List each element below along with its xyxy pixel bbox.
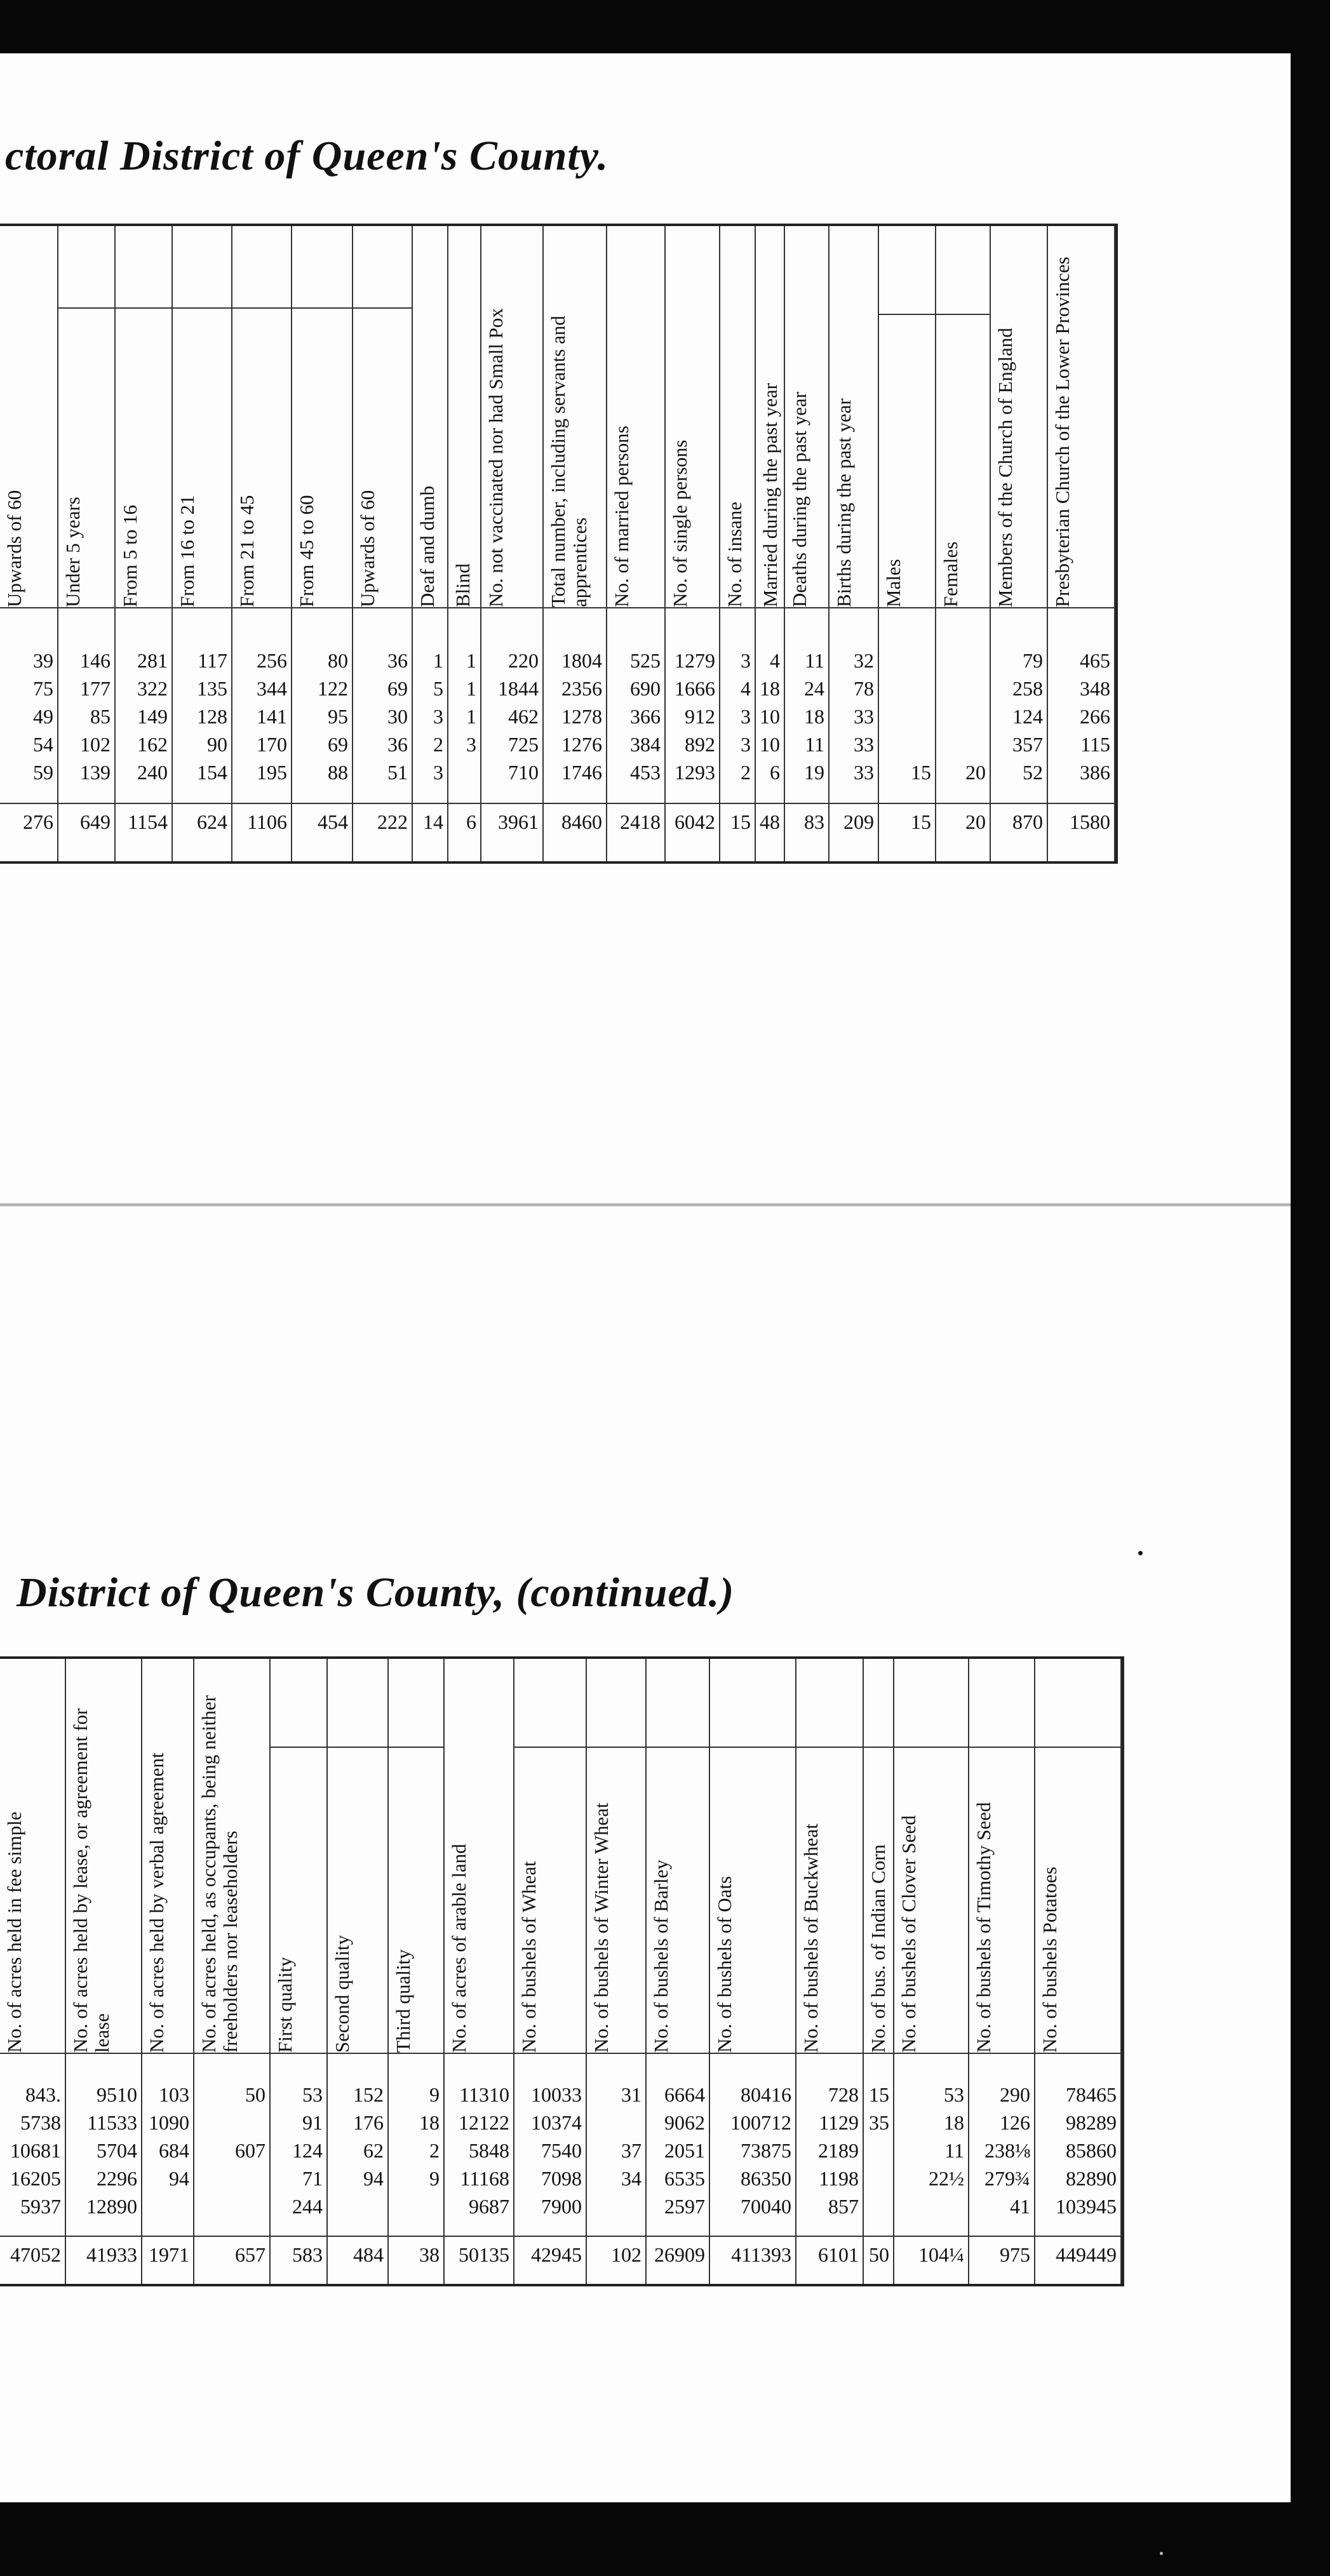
table-cell: 149 [137, 705, 168, 728]
column-header: No. of insane [723, 501, 746, 607]
table-cell: 36 [387, 733, 408, 756]
total-cell: 15 [911, 810, 931, 833]
totals-rule [0, 2236, 1122, 2237]
table-cell: 244 [292, 2195, 323, 2218]
total-cell: 649 [80, 810, 111, 833]
table-cell: 15 [911, 761, 931, 784]
table-cell: 453 [630, 761, 661, 784]
column-header: No. of acres held by verbal agreement [145, 1752, 168, 2053]
table-cell: 2296 [97, 2167, 137, 2190]
header-rule [0, 607, 1115, 608]
table-cell: 154 [197, 761, 227, 784]
column-header: No. of bus. of Indian Corn [867, 1844, 889, 2053]
table-cell: 103945 [1056, 2195, 1117, 2218]
table-cell: 94 [169, 2167, 189, 2190]
table-cell: 2 [433, 733, 443, 756]
column-header: Members of the Church of England [994, 328, 1016, 607]
table-cell: 124 [1012, 705, 1043, 728]
total-cell: 2418 [620, 810, 661, 833]
table-cell: 95 [328, 705, 348, 728]
table-cell: 525 [630, 649, 661, 672]
table-cell: 53 [944, 2083, 964, 2106]
table-cell: 2189 [818, 2139, 859, 2162]
census-table [0, 224, 1118, 864]
table-cell: 33 [854, 705, 874, 728]
table1-title: ctoral District of Queen's County. [5, 133, 609, 179]
table-cell: 86350 [741, 2167, 791, 2190]
table-cell: 10681 [10, 2139, 61, 2162]
group-rule [58, 307, 413, 309]
table-cell: 857 [828, 2195, 859, 2218]
table-cell: 290 [1000, 2083, 1030, 2106]
table-cell: 1279 [675, 649, 715, 672]
table-cell: 843. [25, 2083, 61, 2106]
table-cell: 1293 [675, 761, 715, 784]
table-cell: 90 [207, 733, 227, 756]
column-header: From 16 to 21 [176, 495, 198, 607]
table-cell: 91 [302, 2111, 323, 2134]
column-header: No. of acres held in fee simple [3, 1811, 25, 2053]
total-cell: 14 [423, 810, 443, 833]
scan-border-bottom [0, 2502, 1330, 2576]
table-cell: 71 [302, 2167, 323, 2190]
column-header: No. of bushels of Wheat [518, 1861, 540, 2053]
table-cell: 690 [630, 677, 661, 700]
column-header: First quality [274, 1957, 296, 2053]
table-cell: 79 [1023, 649, 1043, 672]
page-fold [0, 1203, 1291, 1207]
column-header: Married during the past year [759, 383, 781, 607]
table-cell: 4 [770, 649, 780, 672]
total-cell: 1106 [247, 810, 287, 833]
table-cell: 1 [466, 649, 476, 672]
table-cell: 6535 [664, 2167, 705, 2190]
total-cell: 222 [377, 810, 408, 833]
column-header: No. of bushels of Barley [650, 1860, 672, 2053]
total-cell: 3961 [498, 810, 539, 833]
table-cell: 1278 [561, 705, 602, 728]
table-cell: 103 [159, 2083, 189, 2106]
table-cell: 59 [33, 761, 53, 784]
total-cell: 48 [760, 810, 780, 833]
table-cell: 5848 [469, 2139, 509, 2162]
table-cell: 5738 [20, 2111, 61, 2134]
table-cell: 34 [621, 2167, 641, 2190]
table-cell: 52 [1023, 761, 1043, 784]
table-cell: 53 [302, 2083, 323, 2106]
table-cell: 11310 [459, 2083, 509, 2106]
table-cell: 115 [1080, 733, 1110, 756]
table-cell: 11533 [87, 2111, 137, 2134]
table-cell: 11 [805, 649, 824, 672]
column-header: From 21 to 45 [236, 495, 258, 607]
table-cell: 16205 [10, 2167, 61, 2190]
table-cell: 82890 [1066, 2167, 1117, 2190]
table-cell: 462 [508, 705, 539, 728]
table-cell: 1276 [561, 733, 602, 756]
table-cell: 18 [760, 677, 780, 700]
total-cell: 104¼ [918, 2243, 964, 2266]
table-cell: 18 [804, 705, 824, 728]
table-cell: 18 [419, 2111, 440, 2134]
table-cell: 10 [760, 705, 780, 728]
column-header: No. of acres held by lease, or agreement for lease [69, 1708, 113, 2053]
total-cell: 50135 [459, 2243, 509, 2266]
table-cell: 281 [137, 649, 168, 672]
table-cell: 1746 [561, 761, 602, 784]
table-cell: 51 [387, 761, 408, 784]
table-cell: 37 [621, 2139, 641, 2162]
table-cell: 3 [433, 761, 443, 784]
table-cell: 4 [741, 677, 751, 700]
total-cell: 26909 [654, 2243, 705, 2266]
table-cell: 5704 [97, 2139, 137, 2162]
column-header: Upwards of 60 [356, 490, 379, 607]
table-cell: 9062 [664, 2111, 705, 2134]
column-header: No. of bushels Potatoes [1038, 1867, 1061, 2053]
table-cell: 102 [80, 733, 111, 756]
table2-title: District of Queen's County, (continued.) [17, 1569, 735, 1616]
table-cell: 12122 [459, 2111, 509, 2134]
table-cell: 141 [257, 705, 287, 728]
table-cell: 1129 [819, 2111, 859, 2134]
table-cell: 22½ [929, 2167, 964, 2190]
table-cell: 386 [1080, 761, 1110, 784]
column-header: No. not vaccinated nor had Small Pox [485, 308, 507, 607]
column-header: No. of bushels of Winter Wheat [590, 1802, 612, 2053]
total-cell: 6 [466, 810, 476, 833]
column-header: Females [939, 541, 962, 607]
table-cell: 124 [292, 2139, 323, 2162]
scan-border-right [1291, 0, 1330, 2576]
ink-speck [1138, 1551, 1143, 1555]
total-cell: 50 [869, 2243, 889, 2266]
column-header: No. of acres of arable land [448, 1844, 470, 2053]
table-cell: 49 [33, 705, 53, 728]
table-cell: 35 [869, 2111, 889, 2134]
table-cell: 1 [466, 677, 476, 700]
table-cell: 70040 [741, 2195, 791, 2218]
table-cell: 33 [854, 733, 874, 756]
table-cell: 117 [198, 649, 227, 672]
table-cell: 69 [328, 733, 348, 756]
table-cell: 19 [804, 761, 824, 784]
table-cell: 238⅛ [984, 2139, 1030, 2162]
table-cell: 1844 [498, 677, 539, 700]
table-cell: 607 [235, 2139, 265, 2162]
table-cell: 122 [318, 677, 348, 700]
table-cell: 2 [741, 761, 751, 784]
table-cell: 32 [854, 649, 874, 672]
table-cell: 2356 [561, 677, 602, 700]
total-cell: 449449 [1056, 2243, 1117, 2266]
table-cell: 7098 [541, 2167, 582, 2190]
total-cell: 411393 [731, 2243, 791, 2266]
table-cell: 725 [508, 733, 539, 756]
column-header: Total number, including servants and apprentices [547, 316, 591, 607]
table-cell: 139 [80, 761, 111, 784]
column-header: Births during the past year [833, 398, 855, 607]
table-cell: 10033 [531, 2083, 582, 2106]
column-header: Males [882, 559, 904, 607]
column-header: No. of single persons [669, 439, 691, 607]
table-cell: 146 [80, 649, 111, 672]
table-cell: 684 [159, 2139, 189, 2162]
table-cell: 9 [429, 2083, 440, 2106]
table-cell: 176 [353, 2111, 384, 2134]
table-cell: 41 [1010, 2195, 1030, 2218]
table-cell: 20 [965, 761, 986, 784]
table-cell: 5 [433, 677, 443, 700]
table-cell: 2597 [664, 2195, 705, 2218]
table-cell: 2 [429, 2139, 440, 2162]
table-cell: 5937 [20, 2195, 61, 2218]
table-cell: 348 [1080, 677, 1110, 700]
table-cell: 728 [828, 2083, 859, 2106]
table-cell: 6664 [664, 2083, 705, 2106]
total-cell: 47052 [10, 2243, 61, 2266]
table-cell: 50 [245, 2083, 265, 2106]
table-cell: 152 [353, 2083, 384, 2106]
table-cell: 3 [741, 733, 751, 756]
totals-rule [0, 803, 1115, 804]
table-cell: 3 [741, 705, 751, 728]
table-cell: 9687 [469, 2195, 509, 2218]
table-cell: 3 [466, 733, 476, 756]
table-cell: 80416 [741, 2083, 791, 2106]
table-cell: 88 [328, 761, 348, 784]
group-rule [879, 314, 991, 315]
table-cell: 2051 [664, 2139, 705, 2162]
column-header: No. of bushels of Timothy Seed [972, 1802, 995, 2053]
table-cell: 1 [466, 705, 476, 728]
table-cell: 465 [1080, 649, 1110, 672]
total-cell: 20 [965, 810, 986, 833]
table-cell: 357 [1012, 733, 1043, 756]
table-cell: 240 [137, 761, 168, 784]
total-cell: 870 [1012, 810, 1043, 833]
table-cell: 98289 [1066, 2111, 1117, 2134]
total-cell: 276 [23, 810, 53, 833]
total-cell: 6101 [818, 2243, 859, 2266]
table-cell: 710 [508, 761, 539, 784]
table-cell: 170 [257, 733, 287, 756]
table-cell: 1090 [149, 2111, 189, 2134]
table-cell: 11 [944, 2139, 964, 2162]
table-cell: 9 [429, 2167, 440, 2190]
table-cell: 128 [197, 705, 227, 728]
land-produce-table [0, 1656, 1124, 2286]
table-cell: 78465 [1066, 2083, 1117, 2106]
total-cell: 42945 [531, 2243, 582, 2266]
column-header: From 5 to 16 [119, 504, 141, 607]
table-cell: 80 [328, 649, 348, 672]
table-cell: 7900 [541, 2195, 582, 2218]
table-cell: 85 [90, 705, 111, 728]
table-cell: 10374 [531, 2111, 582, 2134]
total-cell: 1154 [128, 810, 168, 833]
table-cell: 366 [630, 705, 661, 728]
table-cell: 892 [685, 733, 715, 756]
column-header: From 45 to 60 [295, 495, 318, 607]
ink-speck [1160, 2552, 1163, 2555]
table-cell: 12890 [86, 2195, 137, 2218]
column-header: No. of acres held, as occupants, being neither freeholders nor leaseholders [198, 1695, 241, 2053]
table-cell: 220 [508, 649, 539, 672]
table-cell: 344 [257, 677, 287, 700]
table-cell: 279¾ [984, 2167, 1030, 2190]
table-cell: 11 [805, 733, 824, 756]
column-header: Third quality [392, 1949, 414, 2053]
table-cell: 7540 [541, 2139, 582, 2162]
total-cell: 15 [730, 810, 751, 833]
table-cell: 73875 [741, 2139, 791, 2162]
column-header: No. of bushels of Oats [713, 1875, 736, 2053]
total-cell: 38 [419, 2243, 440, 2266]
table-cell: 6 [770, 761, 780, 784]
table-cell: 39 [33, 649, 53, 672]
table-cell: 177 [80, 677, 111, 700]
table-cell: 24 [804, 677, 824, 700]
table-cell: 62 [363, 2139, 384, 2162]
table-cell: 195 [257, 761, 287, 784]
table-cell: 85860 [1066, 2139, 1117, 2162]
table-cell: 30 [387, 705, 408, 728]
column-header: No. of bushels of Buckwheat [800, 1823, 822, 2053]
header-rule [0, 2053, 1122, 2054]
table-cell: 912 [685, 705, 715, 728]
group-rule [271, 1747, 445, 1748]
table-cell: 10 [760, 733, 780, 756]
total-cell: 454 [318, 810, 348, 833]
table-cell: 126 [1000, 2111, 1030, 2134]
total-cell: 1971 [149, 2243, 189, 2266]
total-cell: 102 [611, 2243, 641, 2266]
table-cell: 100712 [730, 2111, 791, 2134]
table-cell: 15 [869, 2083, 889, 2106]
table-cell: 31 [621, 2083, 641, 2106]
total-cell: 657 [235, 2243, 265, 2266]
table-cell: 384 [630, 733, 661, 756]
column-header: No. of bushels of Clover Seed [897, 1815, 920, 2053]
column-header: Second quality [331, 1935, 353, 2053]
table-cell: 33 [854, 761, 874, 784]
table-cell: 256 [257, 649, 287, 672]
total-cell: 6042 [675, 810, 715, 833]
table-cell: 54 [33, 733, 53, 756]
table-cell: 1198 [819, 2167, 859, 2190]
table-cell: 1804 [561, 649, 602, 672]
table-cell: 266 [1080, 705, 1110, 728]
table-cell: 11168 [460, 2167, 509, 2190]
table-cell: 69 [387, 677, 408, 700]
table-cell: 3 [433, 705, 443, 728]
column-header: Under 5 years [62, 497, 84, 607]
column-header: Presbyterian Church of the Lower Provinces [1051, 257, 1073, 607]
table-cell: 162 [137, 733, 168, 756]
total-cell: 583 [292, 2243, 323, 2266]
total-cell: 1580 [1070, 810, 1110, 833]
table-cell: 258 [1012, 677, 1043, 700]
table-cell: 78 [854, 677, 874, 700]
column-header: Blind [452, 563, 474, 607]
total-cell: 8460 [561, 810, 602, 833]
table-cell: 135 [197, 677, 227, 700]
total-cell: 975 [1000, 2243, 1030, 2266]
scan-border-top [0, 0, 1330, 53]
table-cell: 3 [741, 649, 751, 672]
total-cell: 41933 [86, 2243, 137, 2266]
table-cell: 75 [33, 677, 53, 700]
column-header: Deaths during the past year [788, 391, 810, 607]
column-header: Upwards of 60 [3, 490, 25, 607]
table-cell: 18 [944, 2111, 964, 2134]
total-cell: 209 [843, 810, 874, 833]
table-cell: 1666 [675, 677, 715, 700]
column-header: No. of married persons [610, 426, 633, 607]
total-cell: 624 [197, 810, 227, 833]
table-cell: 322 [137, 677, 168, 700]
table-cell: 1 [433, 649, 443, 672]
total-cell: 484 [353, 2243, 384, 2266]
column-header: Deaf and dumb [416, 485, 438, 607]
table-cell: 9510 [97, 2083, 137, 2106]
group-rule [514, 1747, 1122, 1748]
table-cell: 94 [363, 2167, 384, 2190]
table-cell: 36 [387, 649, 408, 672]
total-cell: 83 [804, 810, 824, 833]
